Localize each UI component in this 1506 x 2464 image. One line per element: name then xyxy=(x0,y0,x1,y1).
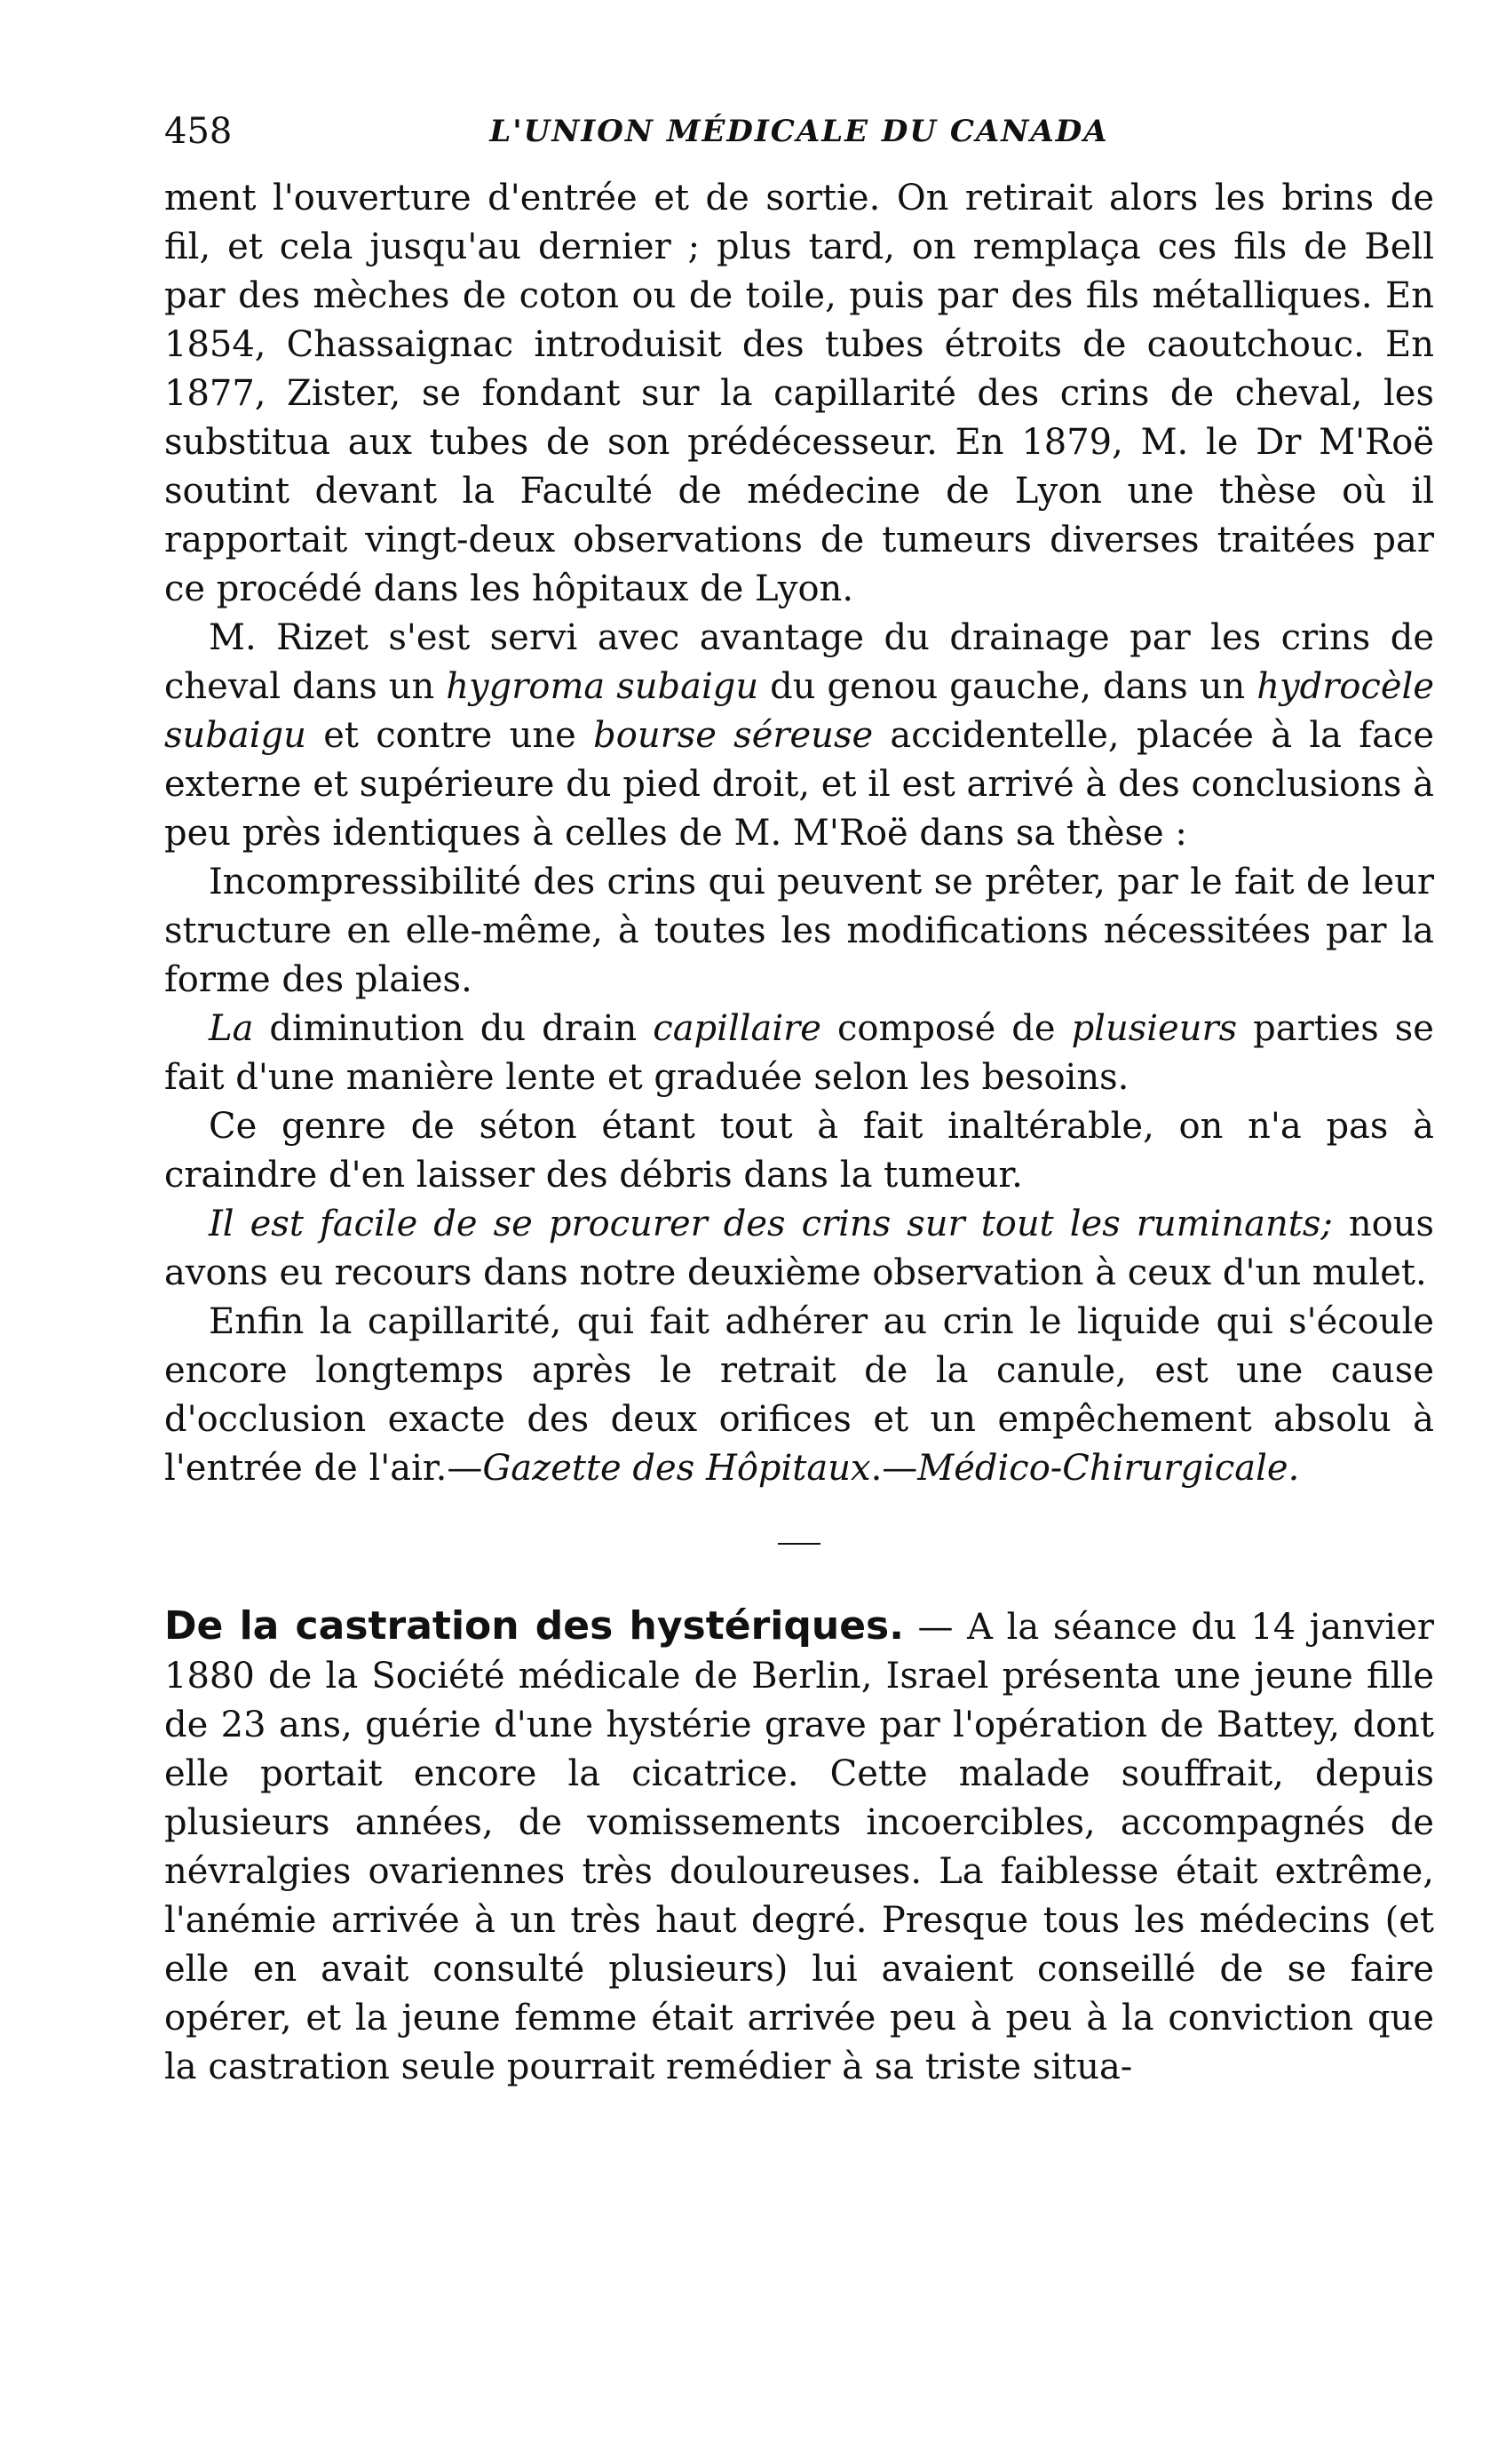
paragraph-text: .— xyxy=(870,1448,918,1489)
italic-sentence: Il est facile de se procurer des crins sur tout les ruminants; xyxy=(209,1204,1333,1244)
paragraph-text: nous avons eu recours dans notre deuxième observation à ceux d'un mulet. xyxy=(164,1204,1434,1293)
paragraph-ruminants xyxy=(164,1200,1434,1298)
paragraph-capillarity xyxy=(164,1298,1434,1493)
paragraph-text: accidentelle, placée à la face externe et supérieure du pied droit, et il est arrivé à des conclusions à peu près identiques à celles de M. M'Roë dans sa thèse : xyxy=(164,715,1434,854)
article-continuation xyxy=(164,174,1434,1493)
paragraph-text: et contre une xyxy=(305,715,594,756)
italic-term: plusieurs xyxy=(1071,1008,1238,1049)
article-castration xyxy=(164,1602,1434,2092)
italic-term: hygroma subaigu xyxy=(446,666,759,707)
journal-title: L'UNION MÉDICALE DU CANADA xyxy=(489,114,1109,149)
paragraph-incompressibility: Incompressibilité des crins qui peuvent se prêter, par le fait de leur structure en elle-même, à toutes les modifications nécessitées par la forme des plaies. xyxy=(164,862,1434,1000)
paragraph-rizet xyxy=(164,614,1434,858)
italic-term: hydrocèle subaigu xyxy=(164,666,1434,756)
section-divider xyxy=(778,1543,820,1545)
italic-term: bourse séreuse xyxy=(593,715,874,756)
source-citation: Médico-Chirurgicale. xyxy=(917,1448,1300,1489)
paragraph-text: du genou gauche, dans un xyxy=(758,666,1257,707)
paragraph-seton: Ce genre de séton étant tout à fait inaltérable, on n'a pas à craindre d'en laisser des débris dans la tumeur. xyxy=(164,1106,1434,1196)
paragraph-text: diminution du drain xyxy=(253,1008,654,1049)
page-number: 458 xyxy=(164,111,233,152)
article-title: De la castration des hystériques. xyxy=(164,1603,904,1649)
paragraph-text: composé de xyxy=(820,1008,1072,1049)
italic-term: capillaire xyxy=(653,1008,821,1049)
journal-page xyxy=(164,105,1434,2092)
paragraph-text: parties se fait d'une manière lente et graduée selon les besoins. xyxy=(164,1008,1434,1098)
paragraph-text: Enfin la capillarité, qui fait adhérer au crin le liquide qui s'écoule encore longtemps après le retrait de la canule, est une cause d'occlusion exacte des deux orifices et un empêchement absolu à l'entrée de l'air.— xyxy=(164,1301,1434,1489)
paragraph-capillary-drain xyxy=(164,1005,1434,1102)
italic-term: La xyxy=(209,1008,254,1049)
article-text: — A la séance du 14 janvier 1880 de la Société médicale de Berlin, Israel présenta une jeune fille de 23 ans, guérie d'une hystérie grave par l'opération de Battey, dont elle portait encore la cicatrice. Cette malade souffrait, depuis plusieurs années, de vomissements incoercibles, accompagnés de névralgies ovariennes très douloureuses. La faiblesse était extrême, l'anémie arrivée à un très haut degré. Presque tous les médecins (et elle en avait consulté plusieurs) lui avaient conseillé de se faire opérer, et la jeune femme était arrivée peu à peu à la conviction que la castration seule pourrait remédier à sa triste situa- xyxy=(164,1607,1435,2087)
paragraph-drainage-history: ment l'ouverture d'entrée et de sortie. On retirait alors les brins de fil, et cela jusqu'au dernier ; plus tard, on remplaça ces fils de Bell par des mèches de coton ou de toile, puis par des fils métalliques. En 1854, Chassaignac introduisit des tubes étroits de caoutchouc. En 1877, Zister, se fondant sur la capillarité des crins de cheval, les substitua aux tubes de son prédécesseur. En 1879, M. le Dr M'Roë soutint devant la Faculté de médecine de Lyon une thèse où il rapportait vingt-deux observations de tumeurs diverses traitées par ce procédé dans les hôpitaux de Lyon. xyxy=(164,178,1434,609)
article-paragraph xyxy=(164,1602,1434,2092)
paragraph-text: M. Rizet s'est servi avec avantage du drainage par les crins de cheval dans un xyxy=(164,617,1434,707)
source-citation: Gazette des Hôpitaux xyxy=(482,1448,871,1489)
running-head xyxy=(164,105,1434,158)
